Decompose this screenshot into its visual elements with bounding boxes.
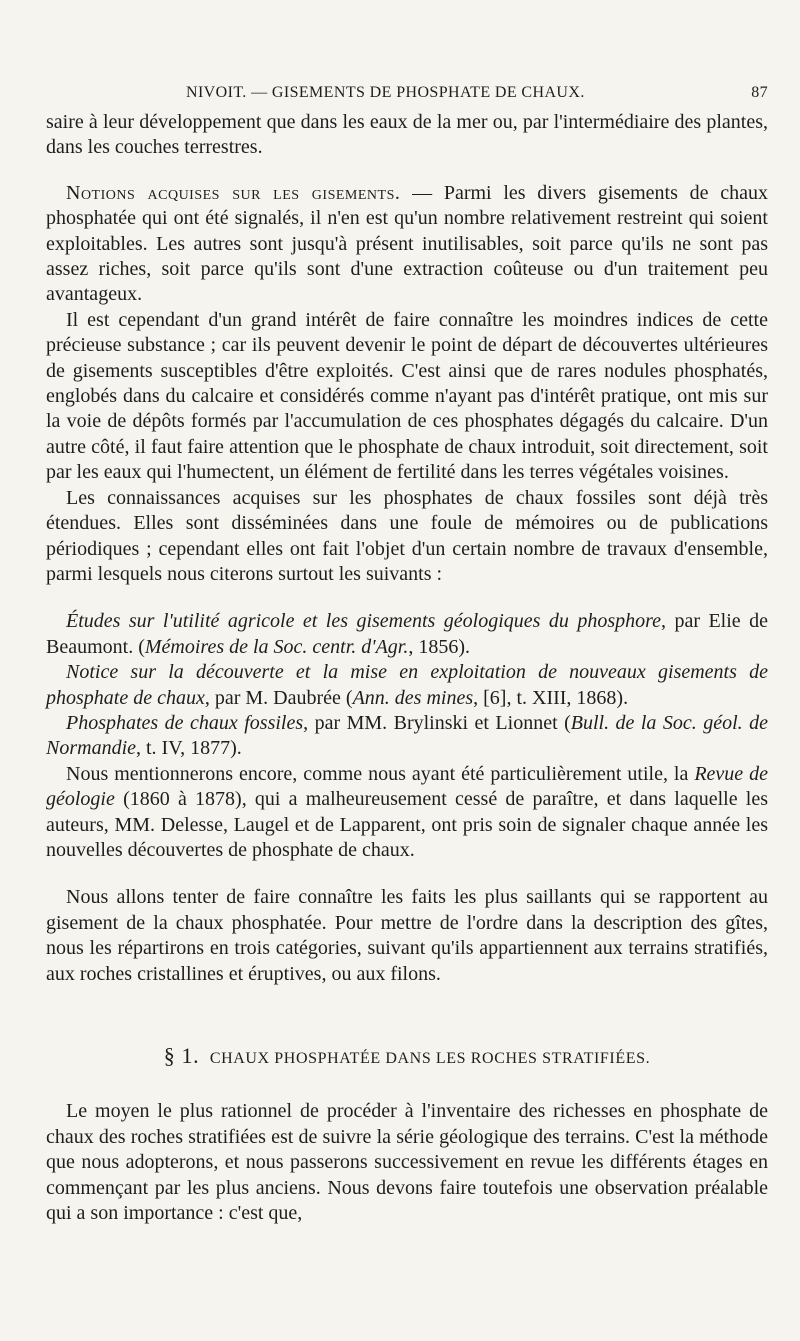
reference-tail: , 1856). [408,635,471,658]
reference-author: , par M. Daubrée ( [204,686,353,709]
paragraph-knowledge: Les connaissances acquises sur les phosphates de chaux fossiles sont déjà très étendues. Elles sont disséminées dans une foule de mémoires ou de publications périodiques ; cependant elles ont fait l'objet d'un certain nombre de travaux d'ensemble, parmi lesquels nous citerons surtout les suivants : [46,486,768,585]
paragraph-continuation: saire à leur développement que dans les eaux de la mer ou, par l'intermédiaire des plantes, dans les couches terrestres. [46,111,768,159]
reference-source: Bull. de la Soc. géol. de Normandie [46,711,769,760]
revue-before: Nous mentionnerons encore, comme nous ayant été particulièrement utile, la [66,762,695,785]
page-number: 87 [751,84,768,101]
paragraph-method: Le moyen le plus rationnel de procéder à l'inventaire des richesses en phosphate de chaux des roches stratifiées est de suivre la série géologique des terrains. C'est la méthode que nous adopterons, et nous passerons successivement en revue les différents étages en commençant par les plus anciens. Nous devons faire toutefois une observation préalable qui a son importance : c'est que, [46,1100,768,1225]
paragraph-revue [46,762,768,864]
reference-title: Phosphates de chaux fossiles [66,711,304,734]
reference-tail: , [6], t. XIII, 1868). [473,686,629,709]
notions-text: — Parmi les divers gisements de chaux phosphatée qui ont été signalés, il n'en est qu'un nombre relativement restreint qui soient exploitables. Les autres sont jusqu'à présent inutilisables, soit parce qu'ils ne sont pas assez riches, soit parce qu'ils sont d'une extraction coûteuse ou d'un traitement peu avantageux. [46,181,768,306]
reference-source: Ann. des mines [352,686,474,709]
paragraph-plan: Nous allons tenter de faire connaître les faits les plus saillants qui se rapportent au gisement de la chaux phosphatée. Pour mettre de l'ordre dans la description des gîtes, nous les répartirons en trois catégories, suivant qu'ils appartiennent aux terrains stratifiés, aux roches cristallines et éruptives, ou aux filons. [46,886,768,985]
reference-title: Notice sur la découverte et la mise en exploitation de nouveaux gisements de phosphate de chaux [46,661,768,709]
running-title: NIVOIT. — GISEMENTS DE PHOSPHATE DE CHAUX. [186,84,585,101]
reference-source: Mémoires de la Soc. centr. d'Agr. [144,635,409,658]
section-heading [46,1043,768,1071]
reference-author: , par Elie de Beaumont. ( [46,610,768,658]
reference-tail: , t. IV, 1877). [136,737,242,760]
notions-heading: Notions acquises sur les gisements. [66,181,401,204]
reference-item [46,660,768,711]
reference-title: Études sur l'utilité agricole et les gisements géologiques du phosphore [66,610,662,633]
page-header [186,80,768,106]
section-number: § 1. [163,1043,200,1068]
paragraph-interest: Il est cependant d'un grand intérêt de faire connaître les moindres indices de cette précieuse substance ; car ils peuvent devenir le point de départ de découvertes ultérieures de gisements susceptibles d'être exploités. C'est ainsi que de rares nodules phosphatés, englobés dans du calcaire et considérés comme n'ayant pas d'intérêt pratique, ont mis sur la voie de dépôts formés par l'accumulation de ces phosphates dégagés du calcaire. D'un autre côté, il faut faire attention que le phosphate de chaux introduit, soit directement, soit par les eaux qui l'humectent, un élément de fertilité dans les terres végétales voisines. [46,308,768,484]
section-title: CHAUX PHOSPHATÉE DANS LES ROCHES STRATIFIÉES. [209,1050,651,1067]
reference-item [46,711,768,762]
document-page [46,80,768,1226]
revue-after: (1860 à 1878), qui a malheureusement cessé de paraître, et dans laquelle les auteurs, MM. Delesse, Laugel et de Lapparent, ont pris soin de signaler chaque année les nouvelles découvertes de phosphate de chaux. [46,788,768,861]
reference-author: , par MM. Brylinski et Lionnet ( [303,711,571,734]
revue-journal: Revue de géologie [46,762,768,811]
reference-item [46,609,768,660]
paragraph-notions [46,181,768,308]
